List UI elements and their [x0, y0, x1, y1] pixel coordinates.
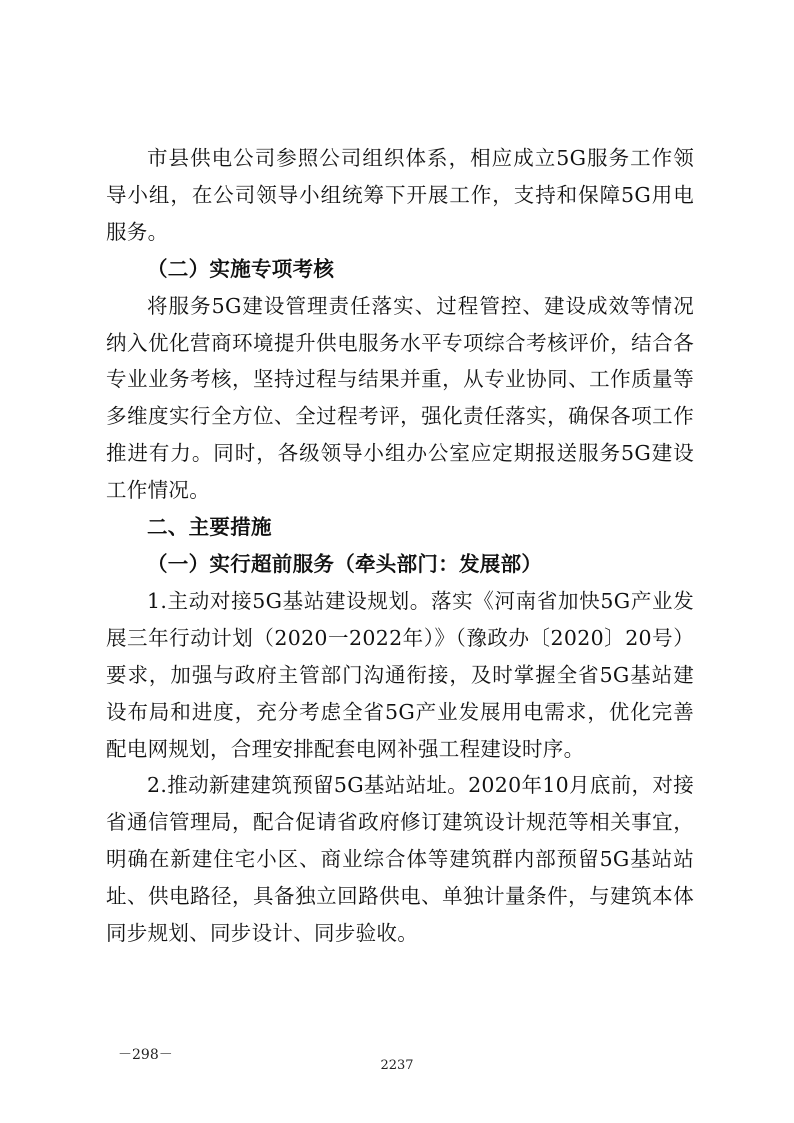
document-body — [106, 140, 694, 952]
subheading: （二）实施专项考核 — [147, 256, 335, 281]
subheading: （一）实行超前服务（牵头部门：发展部） — [147, 551, 543, 576]
section-heading: 二、主要措施 — [147, 515, 272, 540]
page-number: －298－ — [118, 1047, 173, 1063]
paragraph: 2.推动新建建筑预留5G基站站址。2020年10月底前，对接省通信管理局，配合促请省政府修订建筑设计规范等相关事宜，明确在新建住宅小区、商业综合体等建筑群内部预留5G基站站址、供电路径，具备独立回路供电、单独计量条件，与建筑本体同步规划、同步设计、同步验收。 — [106, 773, 694, 946]
paragraph: 将服务5G建设管理责任落实、过程管控、建设成效等情况纳入优化营商环境提升供电服务水平专项综合考核评价，结合各专业业务考核，坚持过程与结果并重，从专业协同、工作质量等多维度实行全方位、全过程考评，强化责任落实，确保各项工作推进有力。同时，各级领导小组办公室应定期报送服务5G建设工作情况。 — [106, 293, 694, 503]
paragraph: 1.主动对接5G基站建设规划。落实《河南省加快5G产业发展三年行动计划（2020一2022年）》（豫政办〔2020〕20号）要求，加强与政府主管部门沟通衔接，及时掌握全省5G基站建设布局和进度，充分考虑全省5G产业发展用电需求，优化完善配电网规划，合理安排配套电网补强工程建设时序。 — [106, 588, 694, 761]
collection-page-number: 2237 — [380, 1058, 414, 1073]
paragraph: 市县供电公司参照公司组织体系，相应成立5G服务工作领导小组，在公司领导小组统筹下开展工作，支持和保障5G用电服务。 — [106, 146, 694, 244]
